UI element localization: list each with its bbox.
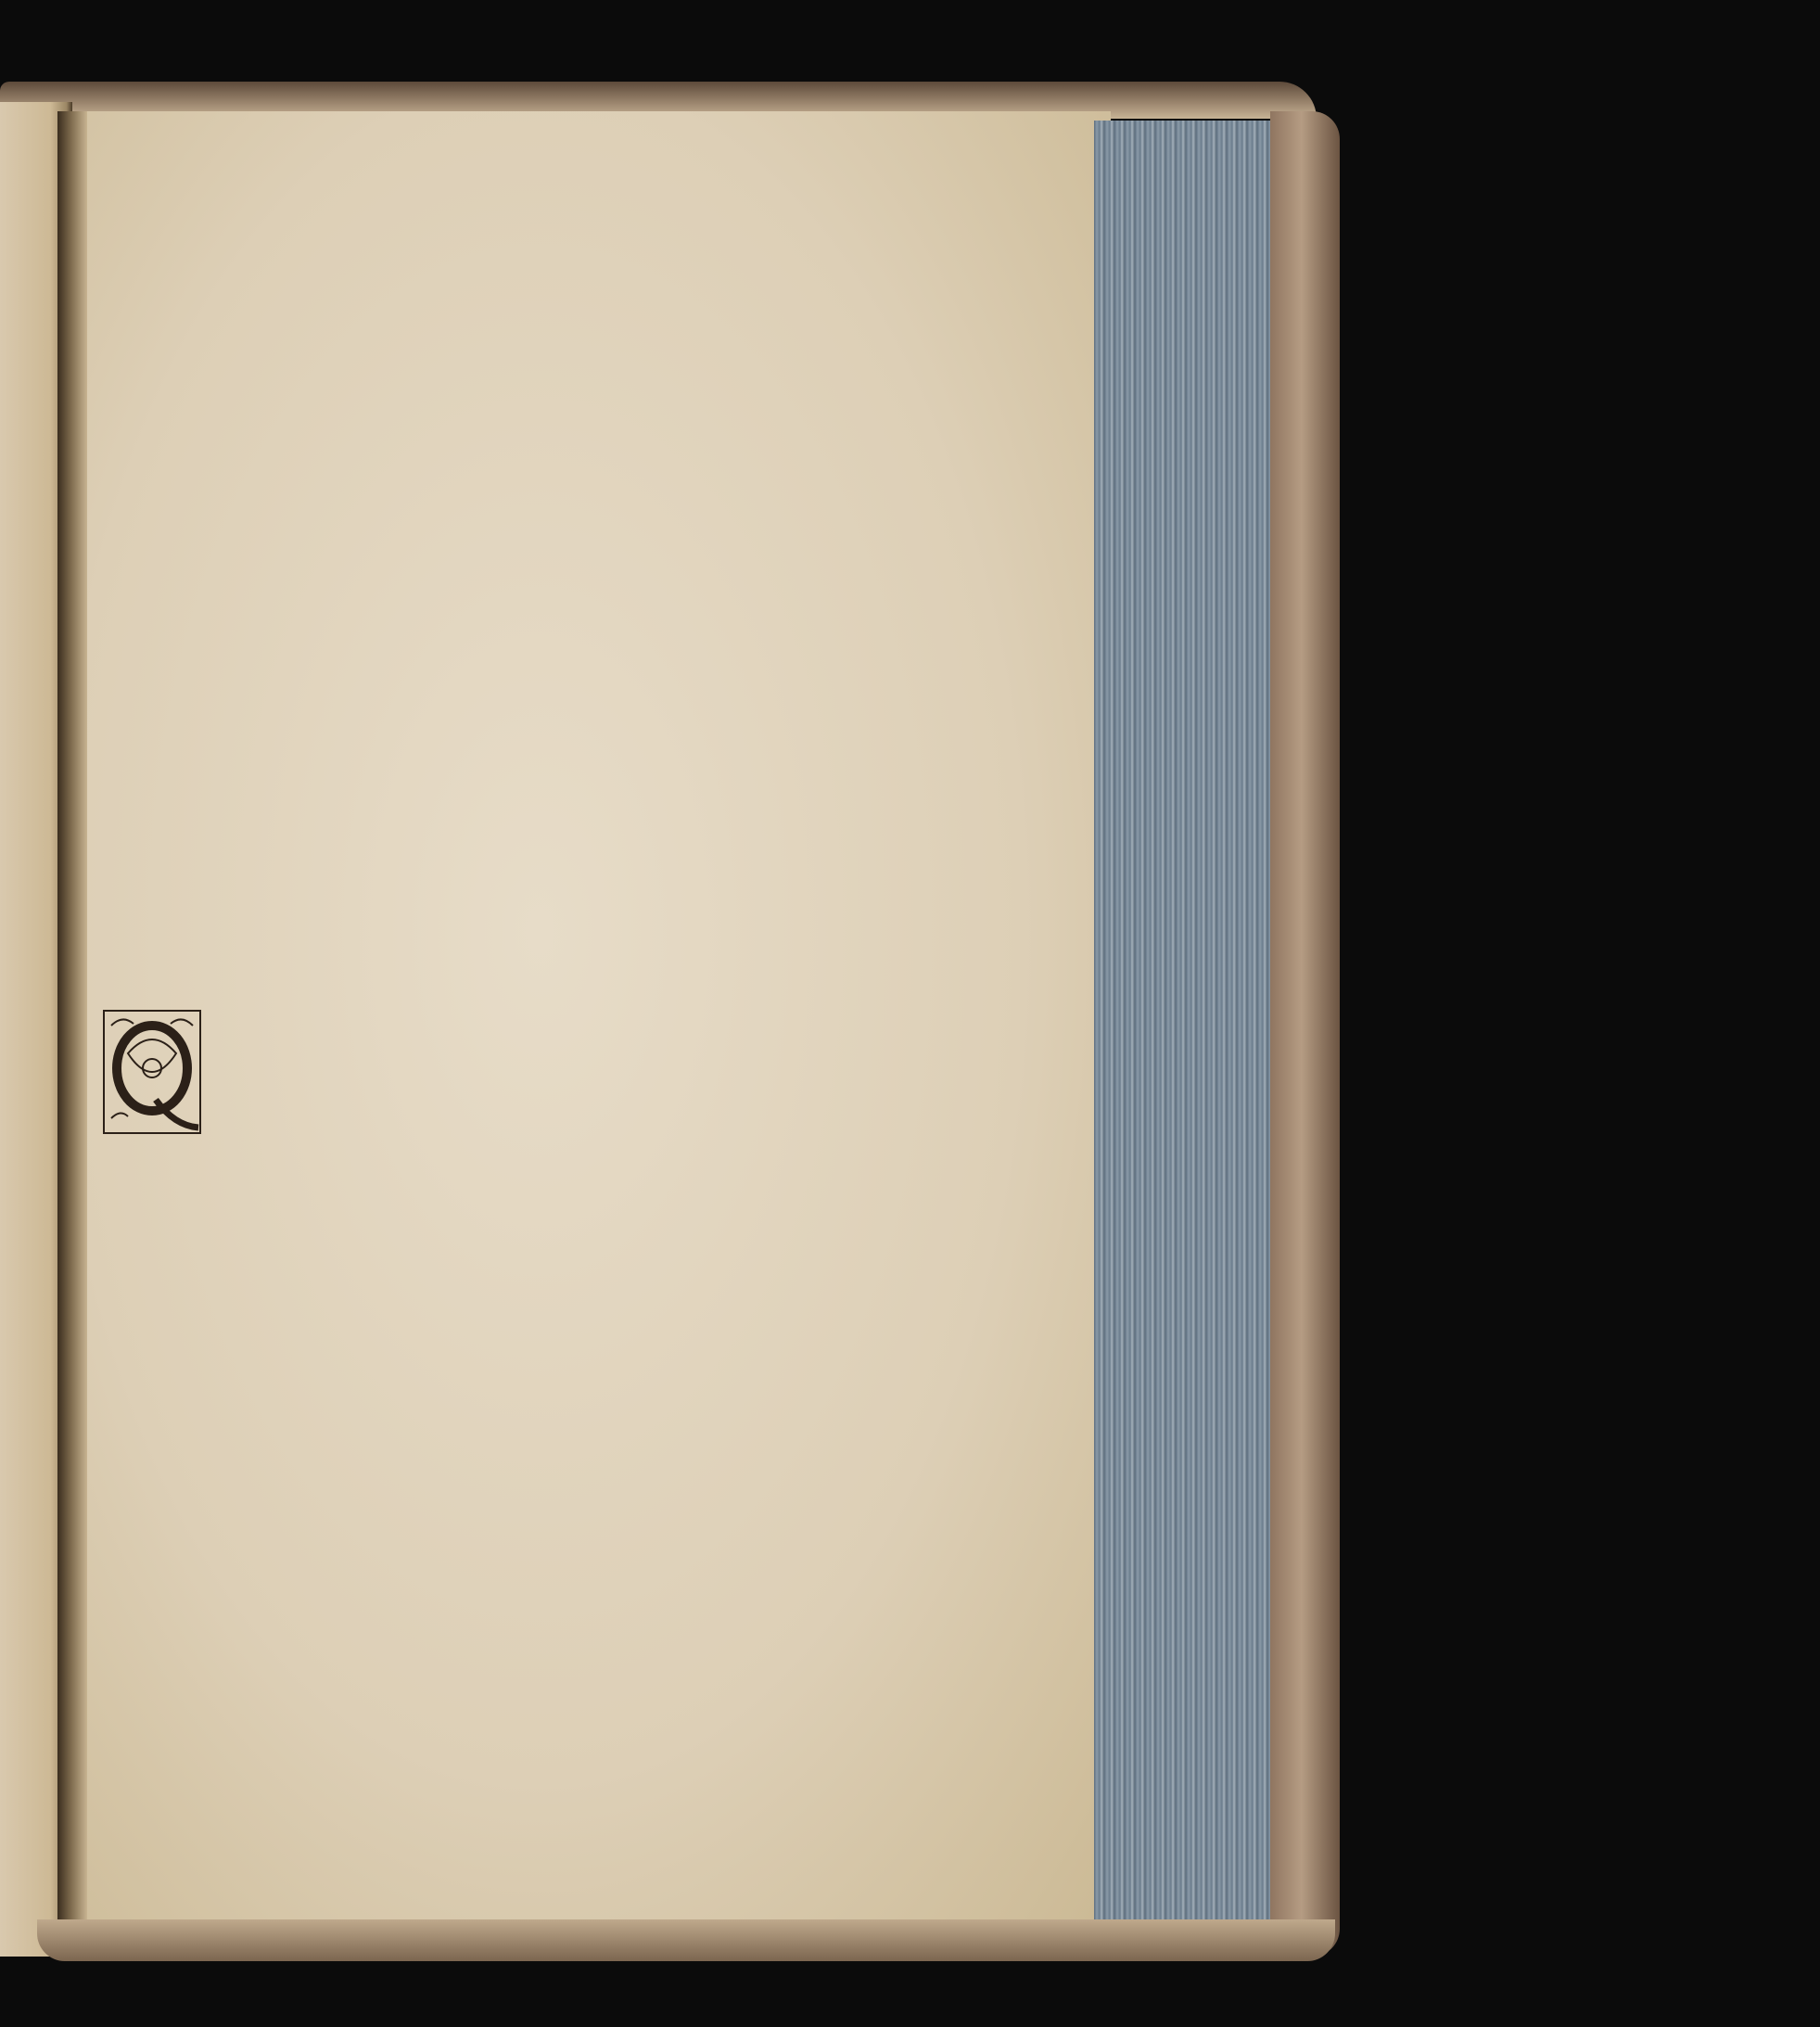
- book-bottom-edge: [37, 1919, 1335, 1961]
- cover-edge: [1270, 111, 1340, 1957]
- right-page: [72, 111, 1111, 1933]
- spine-gutter: [57, 111, 87, 1947]
- running-header: [139, 209, 862, 255]
- decorated-initial-q-icon: [100, 1007, 204, 1137]
- page-edges: [1094, 121, 1289, 1938]
